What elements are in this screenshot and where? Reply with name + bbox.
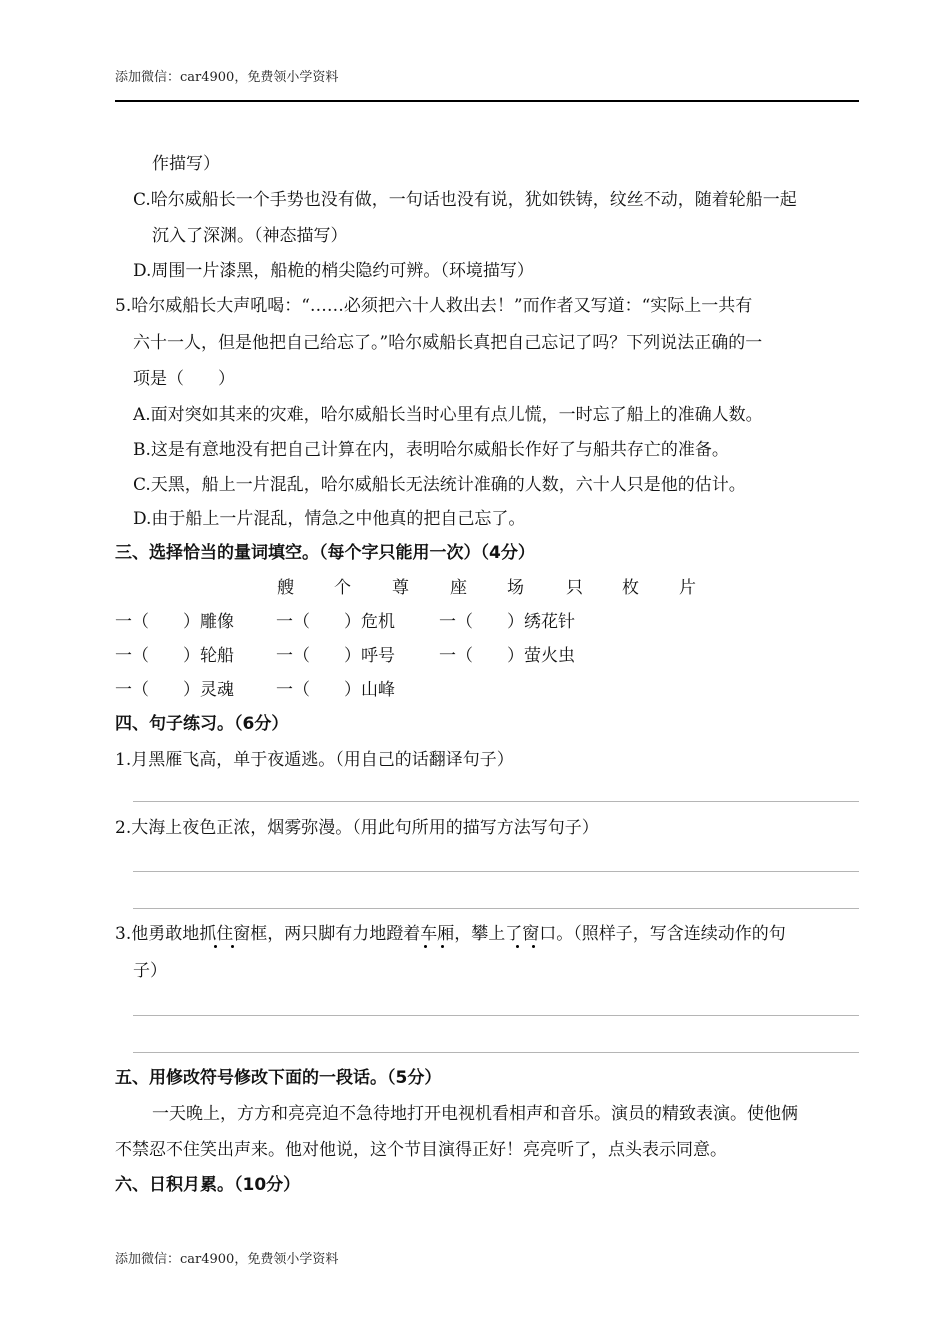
- fill-blank-item: 一（ ）雕像: [115, 612, 234, 632]
- measure-word: 座: [450, 578, 467, 598]
- q3-text: 了窗口。（照样子，写含连续动作的句: [505, 924, 786, 944]
- header-rule: [115, 100, 859, 102]
- passage-line2: 不禁忍不住笑出声来。他对他说，这个节目演得正好！亮亮听了，点头表示同意。: [115, 1140, 727, 1160]
- q5-option-b: B.这是有意地没有把自己计算在内，表明哈尔威船长作好了与船共存亡的准备。: [133, 440, 729, 460]
- fill-blank-item: 一（ ）萤火虫: [439, 646, 575, 666]
- q3-text: 车厢，: [420, 924, 472, 944]
- measure-word: 尊: [392, 578, 409, 598]
- answer-line: [133, 1015, 859, 1016]
- fill-blank-item: 一（ ）山峰: [276, 680, 395, 700]
- section5-title: 五、用修改符号修改下面的一段话。（5分）: [115, 1068, 442, 1088]
- q4-option-c-line2: 沉入了深渊。（神态描写）: [152, 226, 348, 246]
- answer-line: [133, 801, 859, 802]
- sentence-q1: 1.月黑雁飞高，单于夜遁逃。（用自己的话翻译句子）: [115, 750, 514, 770]
- measure-word: 个: [334, 578, 351, 598]
- fill-blank-item: 一（ ）呼号: [276, 646, 395, 666]
- answer-line: [133, 871, 859, 872]
- q5-stem-line1: 5.哈尔威船长大声吼喝：“……必须把六十人救出去！”而作者又写道：“实际上一共有: [115, 296, 753, 316]
- passage-line1: 一天晚上，方方和亮亮迫不急待地打开电视机看相声和音乐。演员的精致表演。使他俩: [152, 1104, 798, 1124]
- section6-title: 六、日积月累。（10分）: [115, 1175, 301, 1195]
- q5-option-c: C.天黑，船上一片混乱，哈尔威船长无法统计准确的人数，六十人只是他的估计。: [133, 475, 746, 495]
- q5-option-a: A.面对突如其来的灾难，哈尔威船长当时心里有点儿慌，一时忘了船上的准确人数。: [133, 405, 763, 425]
- page-footer: 添加微信：car4900，免费领小学资料: [115, 1252, 339, 1267]
- emphasis-dot: [424, 945, 427, 948]
- q3-text: 窗框，两只脚有力地: [233, 924, 387, 944]
- measure-word: 只: [566, 578, 583, 598]
- fill-blank-item: 一（ ）轮船: [115, 646, 234, 666]
- section3-title: 三、选择恰当的量词填空。（每个字只能用一次）（4分）: [115, 543, 535, 563]
- section4-title: 四、句子练习。（6分）: [115, 714, 289, 734]
- q4-option-b-tail: 作描写）: [152, 154, 220, 174]
- q4-option-c-line1: C.哈尔威船长一个手势也没有做，一句话也没有说，犹如铁铸，纹丝不动，随着轮船一起: [133, 190, 797, 210]
- fill-blank-item: 一（ ）绣花针: [439, 612, 575, 632]
- answer-line: [133, 908, 859, 909]
- q3-keyword-dengzhe: 蹬着: [386, 924, 421, 944]
- emphasis-dot: [214, 945, 217, 948]
- q5-stem-line2: 六十一人，但是他把自己给忘了。”哈尔威船长真把自己忘记了吗？下列说法正确的一: [133, 333, 763, 353]
- q5-option-d: D.由于船上一片混乱，情急之中他真的把自己忘了。: [133, 509, 526, 529]
- measure-word: 场: [507, 578, 524, 598]
- measure-word: 枚: [622, 578, 639, 598]
- emphasis-dot: [532, 945, 535, 948]
- measure-word: 片: [679, 578, 696, 598]
- q5-stem-line3: 项是（ ）: [133, 369, 235, 389]
- answer-line: [133, 1052, 859, 1053]
- measure-word: 艘: [277, 578, 294, 598]
- fill-blank-item: 一（ ）灵魂: [115, 680, 234, 700]
- page-header: 添加微信：car4900，免费领小学资料: [115, 70, 339, 85]
- q3-text: 3.他勇敢地: [115, 924, 200, 944]
- sentence-q3-line2: 子）: [133, 961, 167, 981]
- emphasis-dot: [231, 945, 234, 948]
- sentence-q2: 2.大海上夜色正浓，烟雾弥漫。（用此句所用的描写方法写句子）: [115, 818, 599, 838]
- q3-keyword-panshang: 攀上: [471, 924, 506, 944]
- q4-option-d: D.周围一片漆黑，船桅的梢尖隐约可辨。（环境描写）: [133, 261, 534, 281]
- emphasis-dot: [441, 945, 444, 948]
- sentence-q3-line1: [115, 924, 786, 944]
- emphasis-dot: [516, 945, 519, 948]
- fill-blank-item: 一（ ）危机: [276, 612, 395, 632]
- q3-keyword-zhuazhu: 抓住: [199, 924, 234, 944]
